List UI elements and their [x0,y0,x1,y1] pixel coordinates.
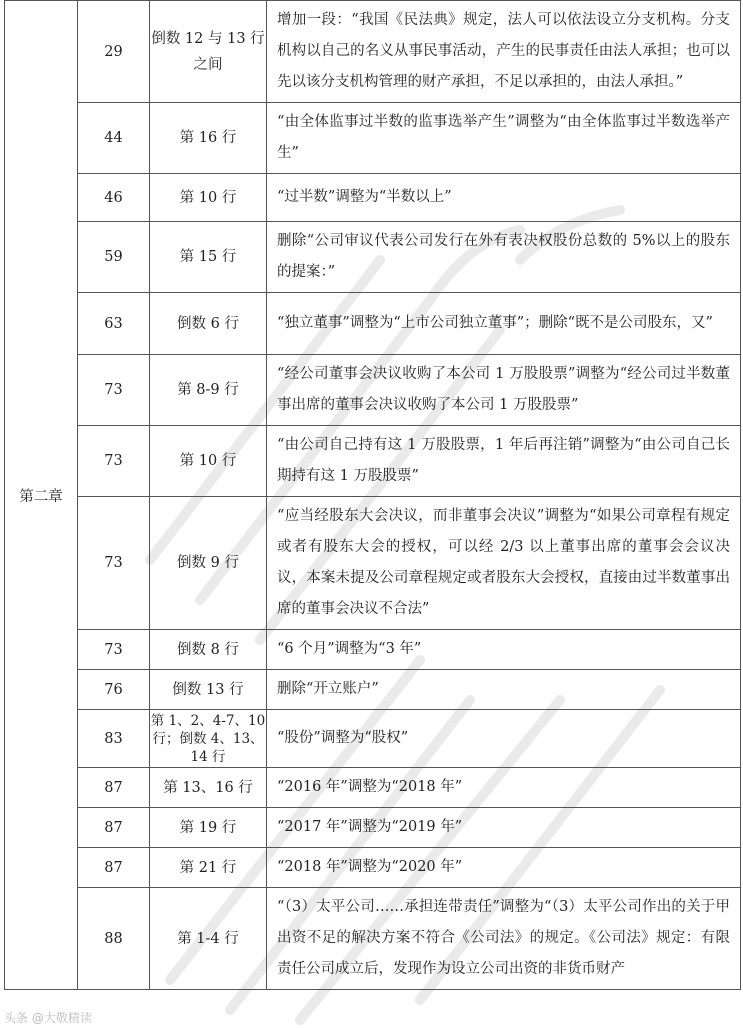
page-number-cell: 59 [78,222,150,293]
page-number-cell: 29 [78,1,150,103]
table-row [5,103,741,174]
page-number-cell: 63 [78,293,150,355]
page-number-cell: 83 [78,710,150,768]
line-location-cell: 第 15 行 [150,222,267,293]
table-row [5,710,741,768]
line-location-cell: 第 19 行 [150,808,267,848]
line-location-cell: 第 1-4 行 [150,888,267,990]
correction-text-cell: “2017 年”调整为“2019 年” [267,808,741,848]
line-location-cell: 倒数 12 与 13 行之间 [150,1,267,103]
line-location-cell: 第 21 行 [150,848,267,888]
correction-text-cell: “2018 年”调整为“2020 年” [267,848,741,888]
page-number-cell: 73 [78,355,150,426]
line-location-cell: 第 8-9 行 [150,355,267,426]
table-row [5,848,741,888]
footer-watermark: 头条 @大敬精读 [4,1011,92,1025]
correction-text-cell: “6 个月”调整为“3 年” [267,630,741,670]
table-row [5,174,741,222]
correction-text-cell: “应当经股东大会决议，而非董事会决议”调整为“如果公司章程有规定或者有股东大会的授权，可以经 2/3 以上董事出席的董事会会议决议，本案未提及公司章程规定或者股东大会授权，直接由过半数董事出席的董事会决议不合法” [267,497,741,630]
page-number-cell: 73 [78,497,150,630]
line-location-cell: 倒数 9 行 [150,497,267,630]
correction-text-cell: 增加一段：“我国《民法典》规定，法人可以依法设立分支机构。分支机构以自己的名义从事民事活动，产生的民事责任由法人承担；也可以先以该分支机构管理的财产承担，不足以承担的，由法人承担。” [267,1,741,103]
page-number-cell: 87 [78,768,150,808]
correction-text-cell: 删除“开立账户” [267,670,741,710]
page-number-cell: 87 [78,848,150,888]
chapter-cell: 第二章 [5,1,78,990]
table-row [5,670,741,710]
line-location-cell: 第 10 行 [150,174,267,222]
table-row [5,355,741,426]
table-row [5,808,741,848]
table-row [5,293,741,355]
line-location-cell: 第 13、16 行 [150,768,267,808]
page-number-cell: 73 [78,426,150,497]
table-row [5,426,741,497]
page-number-cell: 88 [78,888,150,990]
correction-text-cell: “2016 年”调整为“2018 年” [267,768,741,808]
table-row [5,1,741,103]
table-row [5,222,741,293]
table-row [5,497,741,630]
correction-text-cell: “（3）太平公司……承担连带责任”调整为“（3）太平公司作出的关于甲出资不足的解决方案不符合《公司法》的规定。《公司法》规定：有限责任公司成立后，发现作为设立公司出资的非货币财产 [267,888,741,990]
line-location-cell: 第 16 行 [150,103,267,174]
page-number-cell: 87 [78,808,150,848]
page-number-cell: 44 [78,103,150,174]
line-location-cell: 倒数 8 行 [150,630,267,670]
page-number-cell: 73 [78,630,150,670]
table-row [5,888,741,990]
correction-text-cell: “过半数”调整为“半数以上” [267,174,741,222]
table-row [5,768,741,808]
correction-text-cell: “独立董事”调整为“上市公司独立董事”；删除“既不是公司股东，又” [267,293,741,355]
line-location-cell: 倒数 6 行 [150,293,267,355]
page-number-cell: 46 [78,174,150,222]
page-number-cell: 76 [78,670,150,710]
correction-text-cell: “由公司自己持有这 1 万股股票，1 年后再注销”调整为“由公司自己长期持有这 1 万股股票” [267,426,741,497]
table-row [5,630,741,670]
line-location-cell: 倒数 13 行 [150,670,267,710]
line-location-cell: 第 10 行 [150,426,267,497]
correction-text-cell: “经公司董事会决议收购了本公司 1 万股股票”调整为“经公司过半数董事出席的董事会决议收购了本公司 1 万股股票” [267,355,741,426]
line-location-cell: 第 1、2、4-7、10 行；倒数 4、13、14 行 [150,710,267,768]
correction-text-cell: “股份”调整为“股权” [267,710,741,768]
errata-table [4,0,741,990]
correction-text-cell: 删除“公司审议代表公司发行在外有表决权股份总数的 5%以上的股东的提案：” [267,222,741,293]
correction-text-cell: “由全体监事过半数的监事选举产生”调整为“由全体监事过半数选举产生” [267,103,741,174]
